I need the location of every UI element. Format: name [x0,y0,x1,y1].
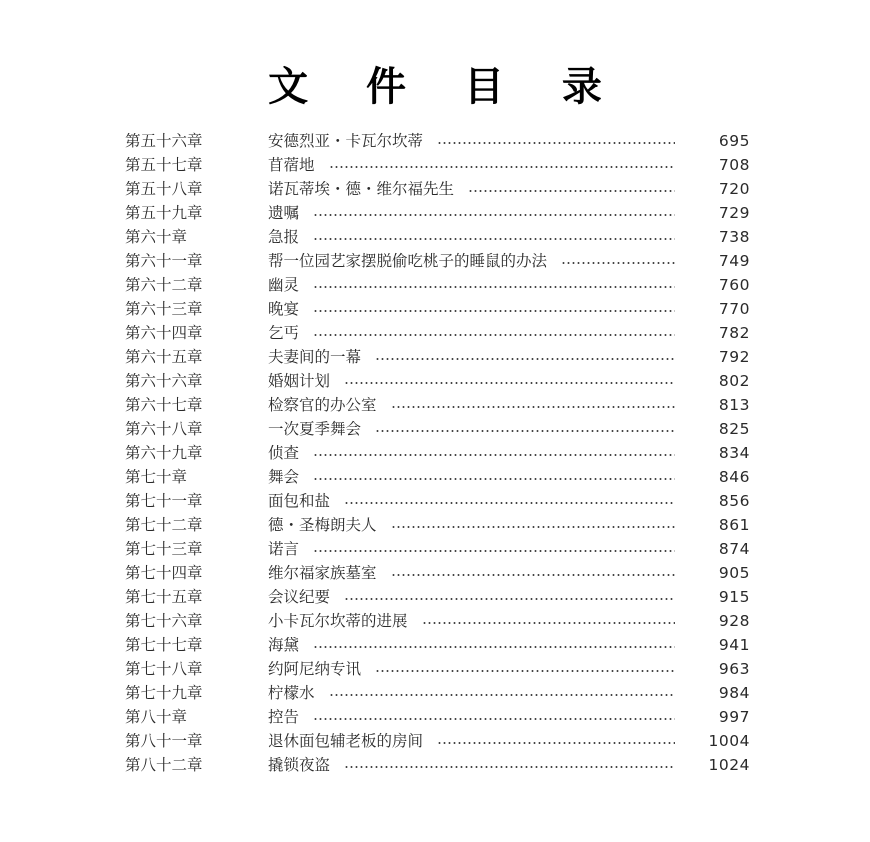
chapter-entry [268,489,675,513]
chapter-title: 乞丐 [268,324,300,342]
dot-leader [344,382,675,384]
chapter-number: 第七十八章 [125,660,203,678]
toc-entry[interactable] [125,273,750,297]
chapter-entry [268,633,675,657]
page-number: 802 [718,372,750,390]
chapter-entry [268,417,675,441]
toc-entry[interactable] [125,537,750,561]
toc-entry[interactable] [125,393,750,417]
page-number: 861 [718,516,750,534]
chapter-entry [268,753,675,777]
toc-entry[interactable] [125,417,750,441]
chapter-title: 控告 [268,708,300,726]
dot-leader [391,574,675,576]
chapter-number: 第五十九章 [125,204,203,222]
page-number: 760 [718,276,750,294]
chapter-entry [268,561,675,585]
chapter-title: 撬锁夜盗 [268,756,331,774]
chapter-entry [268,465,675,489]
page-number: 915 [718,588,750,606]
page-number: 856 [718,492,750,510]
chapter-entry [268,585,675,609]
toc-entry[interactable] [125,753,750,777]
toc-entry[interactable] [125,681,750,705]
page-number: 708 [718,156,750,174]
chapter-number: 第六十七章 [125,396,203,414]
page-number: 1024 [708,756,750,774]
chapter-number: 第六十六章 [125,372,203,390]
chapter-title: 急报 [268,228,300,246]
chapter-number: 第七十七章 [125,636,203,654]
chapter-title: 会议纪要 [268,588,331,606]
chapter-title: 侦查 [268,444,300,462]
chapter-title: 柠檬水 [268,684,315,702]
dot-leader [437,742,675,744]
dot-leader [344,766,675,768]
chapter-entry [268,297,675,321]
toc-entry[interactable] [125,633,750,657]
dot-leader [344,598,675,600]
page-number: 749 [718,252,750,270]
chapter-entry [268,177,675,201]
page-number: 695 [718,132,750,150]
toc-entry[interactable] [125,153,750,177]
chapter-entry [268,537,675,561]
page-number: 834 [718,444,750,462]
page-number: 941 [718,636,750,654]
dot-leader [313,454,675,456]
chapter-number: 第八十二章 [125,756,203,774]
dot-leader [344,502,675,504]
page-number: 782 [718,324,750,342]
page-number: 720 [718,180,750,198]
chapter-title: 一次夏季舞会 [268,420,362,438]
chapter-number: 第六十四章 [125,324,203,342]
toc-entry[interactable] [125,729,750,753]
dot-leader [391,406,675,408]
chapter-title: 约阿尼纳专讯 [268,660,362,678]
dot-leader [375,358,675,360]
chapter-title: 夫妻间的一幕 [268,348,362,366]
chapter-number: 第八十一章 [125,732,203,750]
chapter-title: 海黛 [268,636,300,654]
dot-leader [329,694,675,696]
toc-entry[interactable] [125,201,750,225]
chapter-title: 维尔福家族墓室 [268,564,377,582]
toc-entry[interactable] [125,321,750,345]
dot-leader [313,310,675,312]
chapter-entry [268,321,675,345]
page-number: 963 [718,660,750,678]
page-number: 997 [718,708,750,726]
page-number: 770 [718,300,750,318]
chapter-number: 第五十七章 [125,156,203,174]
page-number: 905 [718,564,750,582]
chapter-title: 婚姻计划 [268,372,331,390]
toc-entry[interactable] [125,441,750,465]
chapter-entry [268,249,675,273]
toc-entry[interactable] [125,705,750,729]
chapter-number: 第八十章 [125,708,188,726]
dot-leader [561,262,675,264]
chapter-title: 舞会 [268,468,300,486]
chapter-number: 第七十九章 [125,684,203,702]
dot-leader [313,478,675,480]
chapter-title: 苜蓿地 [268,156,315,174]
chapter-entry [268,681,675,705]
toc-entry[interactable] [125,513,750,537]
chapter-number: 第六十一章 [125,252,203,270]
chapter-entry [268,513,675,537]
page-number: 846 [718,468,750,486]
chapter-title: 检察官的办公室 [268,396,377,414]
chapter-title: 德・圣梅朗夫人 [268,516,377,534]
toc-entry[interactable] [125,129,750,153]
chapter-entry [268,729,675,753]
page-number: 738 [718,228,750,246]
page-number: 825 [718,420,750,438]
chapter-title: 面包和盐 [268,492,331,510]
chapter-number: 第七十二章 [125,516,203,534]
chapter-entry [268,273,675,297]
chapter-title: 小卡瓦尔坎蒂的进展 [268,612,408,630]
chapter-title: 晚宴 [268,300,300,318]
dot-leader [375,670,675,672]
dot-leader [313,238,675,240]
page-number: 729 [718,204,750,222]
dot-leader [375,430,675,432]
page-number: 1004 [708,732,750,750]
chapter-title: 诺言 [268,540,300,558]
toc-entry[interactable] [125,609,750,633]
toc-entry[interactable] [125,585,750,609]
toc-entry[interactable] [125,489,750,513]
toc-entry[interactable] [125,369,750,393]
toc-entry[interactable] [125,465,750,489]
toc-entry[interactable] [125,561,750,585]
chapter-number: 第七十三章 [125,540,203,558]
chapter-entry [268,441,675,465]
dot-leader [313,286,675,288]
toc-entry[interactable] [125,225,750,249]
chapter-title: 安德烈亚・卡瓦尔坎蒂 [268,132,424,150]
chapter-number: 第六十五章 [125,348,203,366]
page-number: 928 [718,612,750,630]
chapter-entry [268,393,675,417]
dot-leader [391,526,675,528]
dot-leader [422,622,675,624]
chapter-entry [268,345,675,369]
chapter-number: 第六十三章 [125,300,203,318]
dot-leader [437,142,675,144]
page-number: 874 [718,540,750,558]
chapter-entry [268,129,675,153]
dot-leader [468,190,675,192]
chapter-entry [268,369,675,393]
chapter-title: 帮一位园艺家摆脱偷吃桃子的睡鼠的办法 [268,252,548,270]
chapter-number: 第五十八章 [125,180,203,198]
dot-leader [313,718,675,720]
dot-leader [313,214,675,216]
chapter-entry [268,225,675,249]
chapter-number: 第七十四章 [125,564,203,582]
page-number: 813 [718,396,750,414]
page-number: 792 [718,348,750,366]
chapter-number: 第七十五章 [125,588,203,606]
page-title: 文 件 目 录 [268,63,624,110]
chapter-entry [268,201,675,225]
chapter-number: 第五十六章 [125,132,203,150]
toc-entry[interactable] [125,177,750,201]
chapter-number: 第六十章 [125,228,188,246]
dot-leader [329,166,675,168]
chapter-number: 第六十八章 [125,420,203,438]
chapter-number: 第七十章 [125,468,188,486]
chapter-number: 第七十一章 [125,492,203,510]
chapter-entry [268,657,675,681]
chapter-title: 诺瓦蒂埃・德・维尔福先生 [268,180,455,198]
chapter-entry [268,705,675,729]
chapter-entry [268,153,675,177]
table-of-contents [125,129,750,777]
chapter-title: 退休面包辅老板的房间 [268,732,424,750]
toc-entry[interactable] [125,345,750,369]
dot-leader [313,334,675,336]
dot-leader [313,646,675,648]
chapter-number: 第七十六章 [125,612,203,630]
chapter-title: 幽灵 [268,276,300,294]
chapter-number: 第六十二章 [125,276,203,294]
toc-entry[interactable] [125,297,750,321]
chapter-number: 第六十九章 [125,444,203,462]
dot-leader [313,550,675,552]
toc-entry[interactable] [125,249,750,273]
chapter-entry [268,609,675,633]
chapter-title: 遗嘱 [268,204,300,222]
toc-entry[interactable] [125,657,750,681]
page-number: 984 [718,684,750,702]
